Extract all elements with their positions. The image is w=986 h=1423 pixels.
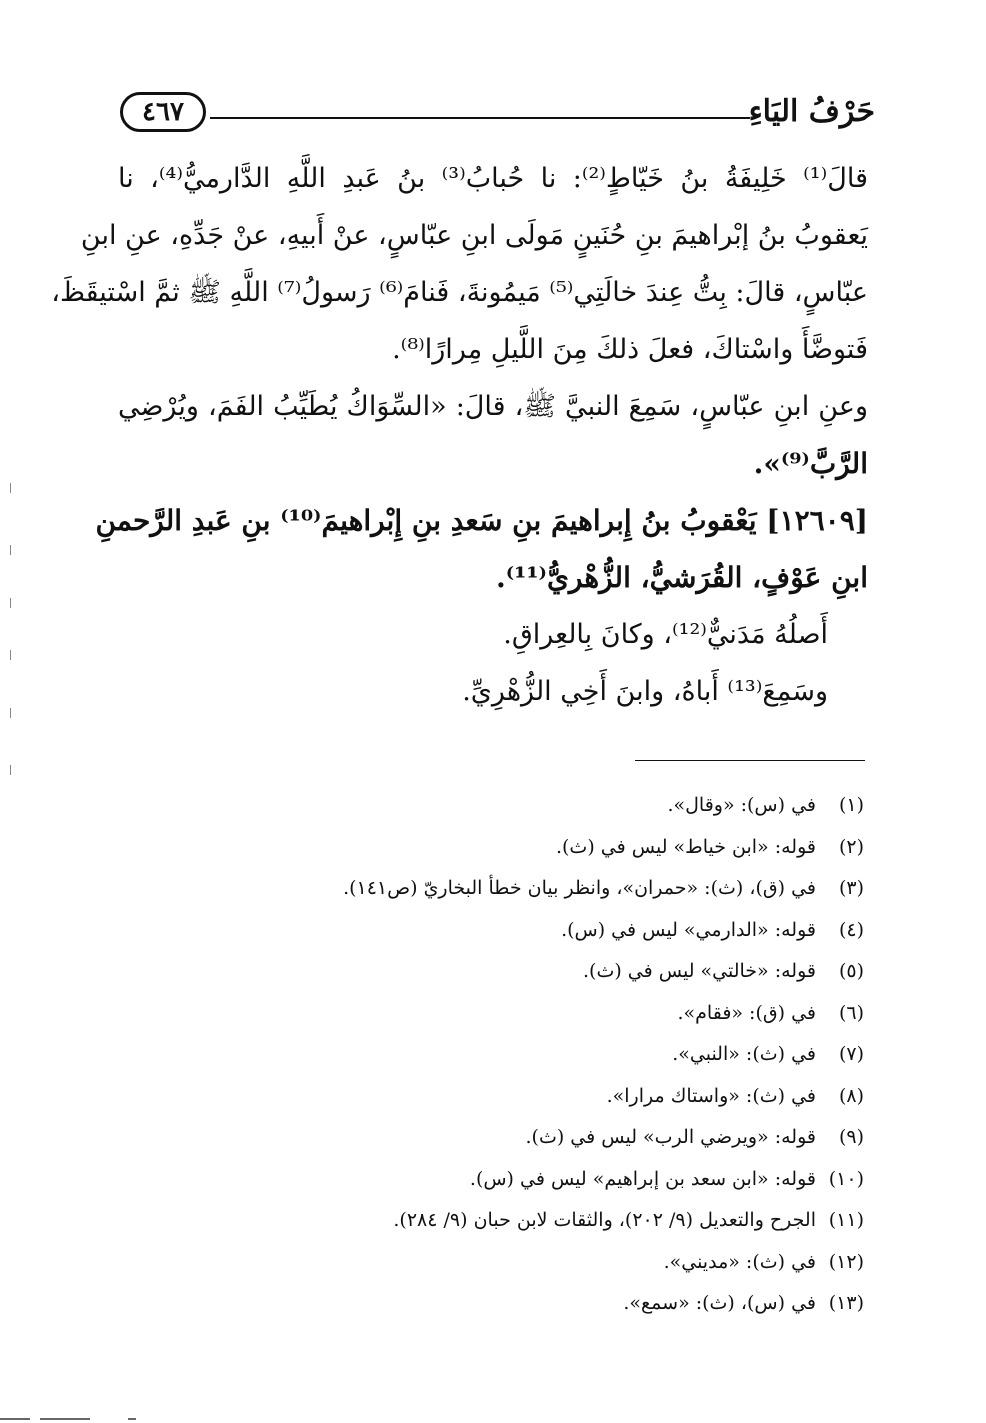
- main-text: [51, 150, 868, 720]
- footnote-text: قوله: «الدارمي» ليس في (س).: [561, 918, 816, 941]
- footnote: [144, 1117, 864, 1159]
- footnote-number: (٣): [838, 877, 864, 899]
- chapter-title: حَرْفُ اليَاءِ: [748, 94, 875, 129]
- scan-mark: [0, 1418, 30, 1420]
- footnote-text: قوله: «ويرضي الرب» ليس في (ث).: [525, 1126, 816, 1148]
- text-line: فَتوضَّأَ واسْتاكَ، فعلَ ذلكَ مِنَ اللَّيلِ مِرارًا⁽⁸⁾.: [392, 334, 868, 365]
- footnote-number: (١٢): [828, 1250, 864, 1273]
- entry-heading-line: [١٢٦٠٩] يَعْقوبُ بنُ إِبراهيمَ بنِ سَعدِ بنِ إِبْراهيمَ⁽¹⁰⁾ بنِ عَبدِ الرَّحمنِ: [95, 504, 868, 537]
- text-line: وعنِ ابنِ عبّاسٍ، سَمِعَ النبيَّ ﷺ، قالَ: «السِّوَاكُ يُطَيِّبُ الفَمَ، ويُرْضِي: [118, 391, 868, 422]
- footnote: [144, 993, 864, 1035]
- footnote-number: (٥): [838, 960, 864, 982]
- entry-heading-line: ابنِ عَوْفٍ، القُرَشيُّ، الزُّهْريُّ⁽¹¹⁾.: [496, 561, 868, 594]
- footnote-text: قوله: «ابن سعد بن إبراهيم» ليس في (س).: [469, 1167, 816, 1190]
- scan-mark: [10, 483, 11, 493]
- footnote-number: (١): [838, 794, 864, 816]
- scan-mark: [10, 765, 11, 775]
- footnote-text: في (س)، (ث): «سمع».: [623, 1292, 816, 1314]
- scan-mark: [10, 598, 11, 608]
- footnote: [144, 1242, 864, 1284]
- text-line: أَصلُهُ مَدَنيٌّ⁽¹²⁾، وكانَ بِالعِراقِ.: [503, 619, 828, 650]
- footnote: [144, 1283, 864, 1325]
- footnote-text: الجرح والتعديل (٩/ ٢٠٢)، والثقات لابن حبان (٩/ ٢٨٤).: [393, 1209, 816, 1231]
- footnote-number: (٧): [838, 1043, 864, 1065]
- text-line: وسَمِعَ⁽¹³⁾ أَباهُ، وابنَ أَخِي الزُّهْرِيِّ.: [462, 676, 828, 707]
- footnote: [144, 1076, 864, 1118]
- footnote: [144, 951, 864, 993]
- text-line: يَعقوبُ بنُ إبْراهيمَ بنِ حُنَينٍ مَولَى ابنِ عبّاسٍ، عنْ أَبيهِ، عنْ جَدِّهِ، عنِ ابنِ: [80, 220, 868, 251]
- header-rule: [210, 117, 750, 119]
- footnote-text: في (ث): «مدیني».: [663, 1250, 816, 1273]
- footnote: [144, 827, 864, 869]
- footnote-text: في (ث): «النبي».: [672, 1043, 816, 1065]
- footnote-text: في (ث): «واستاك مرارا».: [606, 1084, 816, 1107]
- footnote-number: (٢): [838, 835, 864, 858]
- text-line: قالَ⁽¹⁾ خَلِيفَةُ بنُ خَيّاطٍ⁽²⁾: نا حُبابُ⁽³⁾ بنُ عَبدِ اللَّهِ الدَّارميُّ⁽⁴⁾، نا: [118, 163, 868, 194]
- footnote: [144, 1159, 864, 1201]
- footnotes: [144, 785, 864, 1325]
- scan-mark: [40, 1418, 90, 1420]
- footnote-number: (١٣): [828, 1292, 864, 1314]
- footnote-text: قوله: «خالتي» ليس في (ث).: [583, 960, 816, 982]
- footnote: [144, 1034, 864, 1076]
- footnote: [144, 910, 864, 952]
- footnote-text: قوله: «ابن خياط» ليس في (ث).: [555, 835, 816, 858]
- scan-mark: [10, 650, 11, 660]
- footnote-divider: [635, 760, 865, 761]
- scan-mark: [10, 708, 11, 718]
- footnote-number: (٦): [838, 1001, 864, 1024]
- footnote-text: في (س): «وقال».: [667, 794, 816, 816]
- footnote: [144, 785, 864, 827]
- text-line: الرَّبَّ⁽⁹⁾».: [753, 447, 868, 480]
- footnote: [144, 1200, 864, 1242]
- scan-mark: [10, 545, 11, 555]
- footnote-number: (١٠): [828, 1167, 864, 1190]
- footnote: [144, 868, 864, 910]
- text-line: عبّاسٍ، قالَ: بِتُّ عِندَ خالَتِي⁽⁵⁾ مَيمُونةَ، فَنامَ⁽⁶⁾ رَسولُ⁽⁷⁾ اللَّهِ ﷺ ثمَّ اسْتيقَظَ،: [51, 277, 868, 308]
- scan-mark: [128, 1418, 136, 1420]
- footnote-text: في (ق)، (ث): «حمران»، وانظر بيان خطأ البخاريّ (ص١٤١).: [343, 877, 816, 899]
- footnote-number: (٤): [838, 918, 864, 941]
- page-number-badge: ٤٦٧: [120, 92, 206, 132]
- page-header: [120, 92, 875, 138]
- footnote-number: (١١): [828, 1209, 864, 1231]
- footnote-number: (٩): [838, 1126, 864, 1148]
- footnote-number: (٨): [838, 1084, 864, 1107]
- footnote-text: في (ق): «فقام».: [677, 1001, 816, 1024]
